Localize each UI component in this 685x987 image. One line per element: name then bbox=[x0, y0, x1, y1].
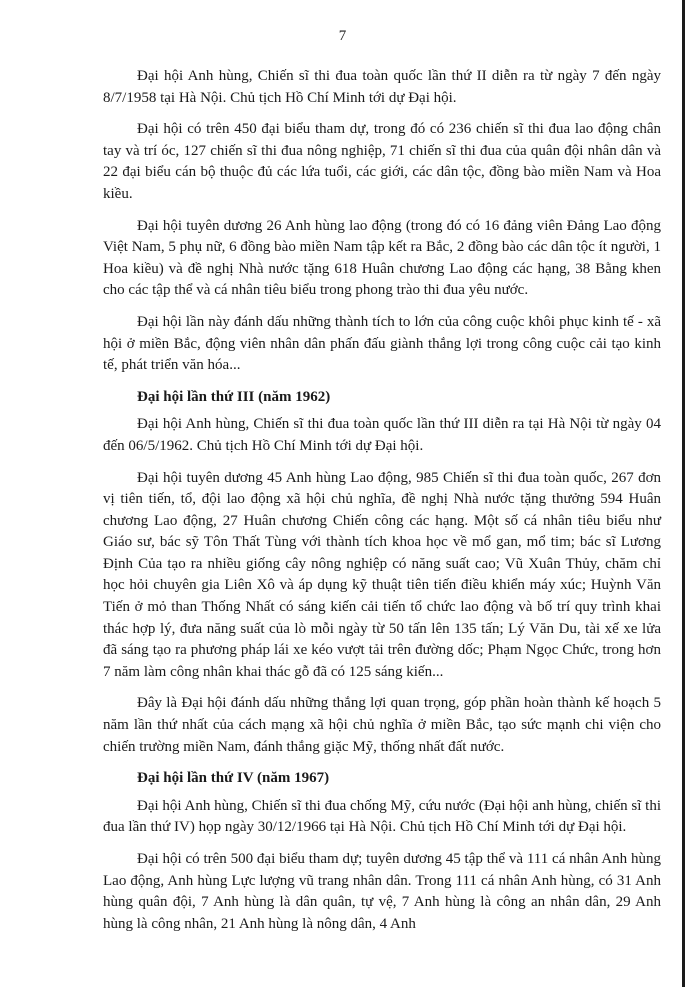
paragraph: Đây là Đại hội đánh dấu những thắng lợi quan trọng, góp phần hoàn thành kế hoạch 5 năm lần thứ nhất của cách mạng xã hội chủ nghĩa ở miền Bắc, tạo sức mạnh chi viện cho chiến trường miền Nam, đánh thắng giặc Mỹ, thống nhất đất nước. bbox=[103, 695, 661, 755]
document-body bbox=[103, 66, 661, 945]
paragraph: Đại hội Anh hùng, Chiến sĩ thi đua chống Mỹ, cứu nước (Đại hội anh hùng, chiến sĩ thi đua lần thứ IV) họp ngày 30/12/1966 tại Hà Nội. Chủ tịch Hồ Chí Minh tới dự Đại hội. bbox=[103, 797, 661, 836]
paragraph: Đại hội có trên 450 đại biểu tham dự, trong đó có 236 chiến sĩ thi đua lao động chân tay và trí óc, 127 chiến sĩ thi đua nông nghiệp, 71 chiến sĩ thi đua của quân đội nhân dân và 22 đại biểu cán bộ thuộc đủ các lứa tuổi, các giới, các dân tộc, đồng bào miền Nam và Hoa kiều. bbox=[103, 121, 661, 202]
paragraph: Đại hội có trên 500 đại biểu tham dự; tuyên dương 45 tập thể và 111 cá nhân Anh hùng Lao động, Anh hùng Lực lượng vũ trang nhân dân. Trong 111 cá nhân Anh hùng, có 31 Anh hùng quân đội, 7 Anh hùng là dân quân, tự vệ, 7 Anh hùng là công an nhân dân, 29 Anh hùng là công nhân, 21 Anh hùng là nông dân, 4 Anh bbox=[103, 851, 661, 932]
paragraph: Đại hội tuyên dương 26 Anh hùng lao động (trong đó có 16 đảng viên Đảng Lao động Việt Nam, 5 phụ nữ, 6 đồng bào miền Nam tập kết ra Bắc, 2 đồng bào các dân tộc ít người, 1 Hoa kiều) và đề nghị Nhà nước tặng 618 Huân chương Lao động các hạng, 38 Bằng khen cho các tập thể và cá nhân tiêu biểu trong phong trào thi đua yêu nước. bbox=[103, 217, 661, 299]
section-heading: Đại hội lần thứ III (năm 1962) bbox=[137, 388, 331, 405]
page-number: 7 bbox=[338, 28, 347, 44]
paragraph: Đại hội Anh hùng, Chiến sĩ thi đua toàn quốc lần thứ II diễn ra từ ngày 7 đến ngày 8/7/1958 tại Hà Nội. Chủ tịch Hồ Chí Minh tới dự Đại hội. bbox=[103, 68, 661, 106]
section-heading: Đại hội lần thứ IV (năm 1967) bbox=[137, 770, 330, 787]
paragraph: Đại hội tuyên dương 45 Anh hùng Lao động, 985 Chiến sĩ thi đua toàn quốc, 267 đơn vị tiên tiến, tổ, đội lao động xã hội chủ nghĩa, đề nghị Nhà nước tặng thưởng 594 Huân chương Lao động, 27 Huân chương Chiến công các hạng. Một số cá nhân tiêu biểu như Giáo sư, bác sỹ Tôn Thất Tùng với thành tích khoa học về mổ gan, mổ tim; bác sĩ Lương Định Của tạo ra nhiều giống cây nông nghiệp có năng suất cao; Vũ Xuân Thủy, chăm chỉ học hỏi chuyên gia Liên Xô và áp dụng kỹ thuật tiên tiến điều khiển máy xúc; Huỳnh Văn Tiến ở mỏ than Thống Nhất có sáng kiến cải tiến tổ chức lao động và bố trí quy trình khai thác hợp lý, đưa năng suất của lò mỗi ngày từ 50 tấn lên 135 tấn; Lý Văn Du, tài xế xe lửa đã sáng tạo ra phương pháp lái xe kéo vượt tải trên đường dốc; Phạm Ngọc Chức, trong hơn 7 năm làm công nhân khai thác gỗ đã có 125 sáng kiến... bbox=[103, 469, 661, 680]
paragraph: Đại hội Anh hùng, Chiến sĩ thi đua toàn quốc lần thứ III diễn ra tại Hà Nội từ ngày 04 đến 06/5/1962. Chủ tịch Hồ Chí Minh tới dự Đại hội. bbox=[103, 416, 661, 454]
paragraph: Đại hội lần này đánh dấu những thành tích to lớn của công cuộc khôi phục kinh tế - xã hội ở miền Bắc, động viên nhân dân phấn đấu giành thắng lợi trong công cuộc cải tạo kinh tế, phát triển văn hóa... bbox=[103, 313, 661, 374]
